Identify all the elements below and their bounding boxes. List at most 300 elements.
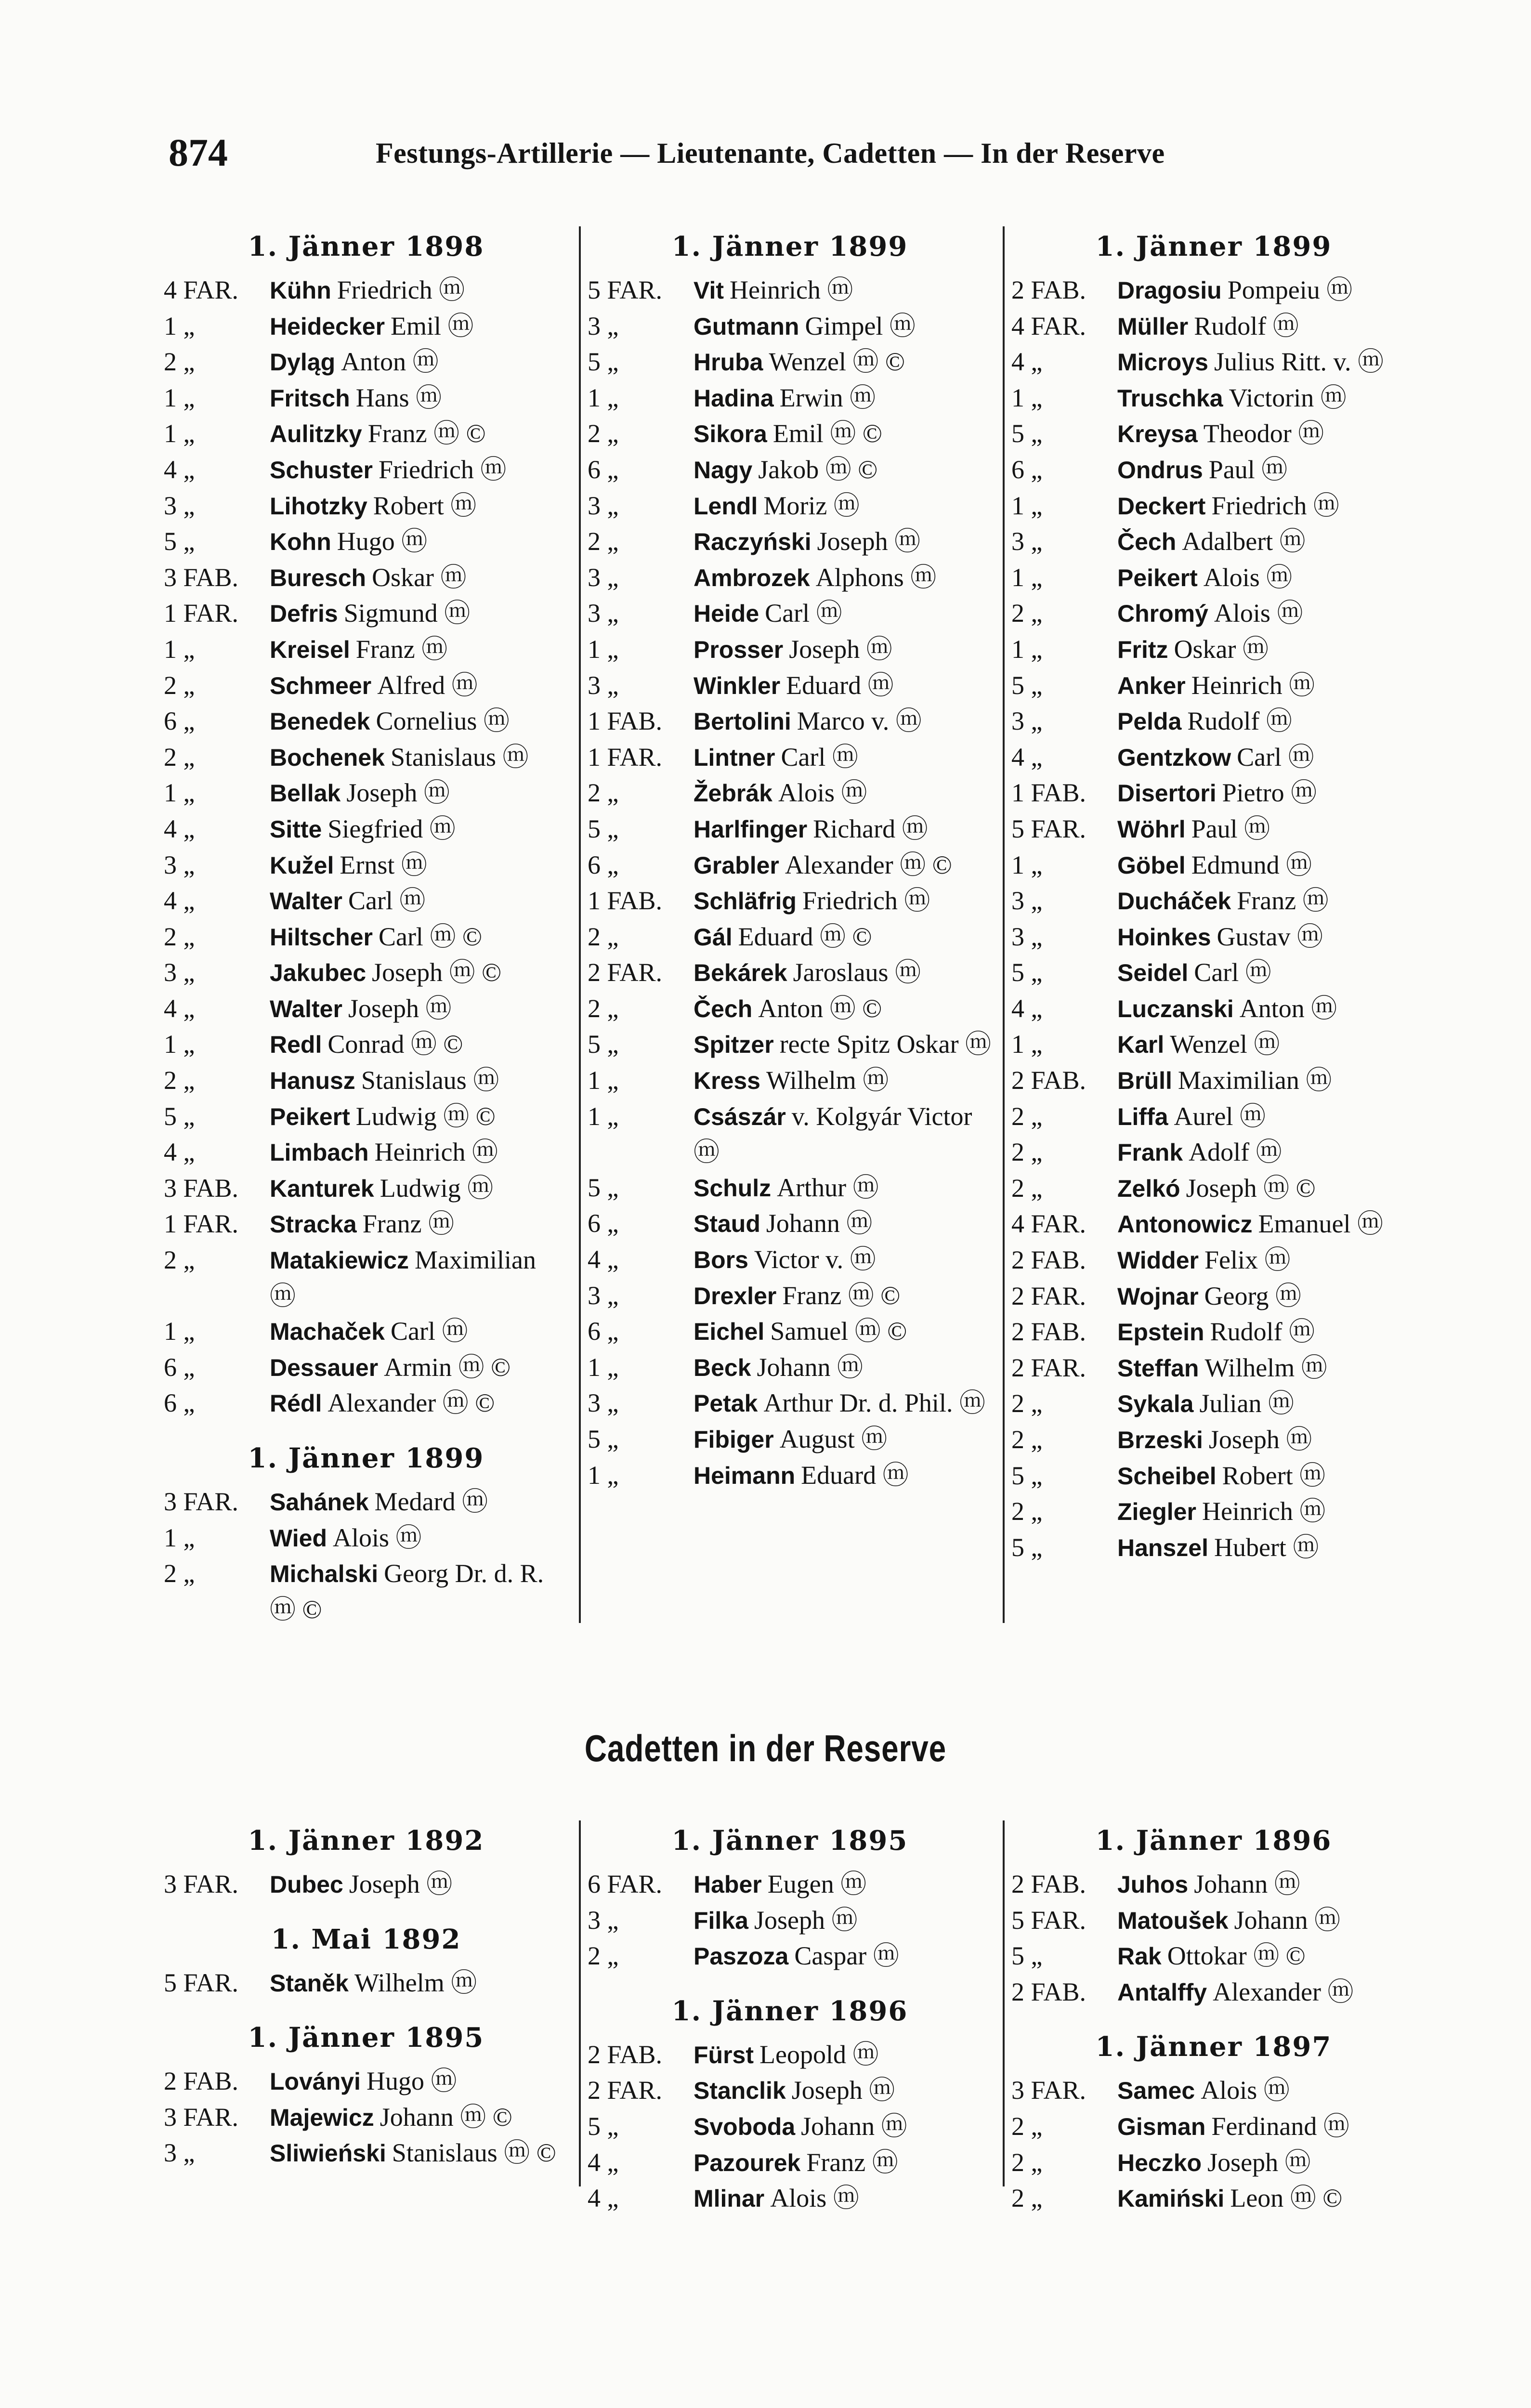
- person-name: [270, 1520, 568, 1557]
- regiment-number: 4 FAR.: [164, 275, 239, 304]
- person-name: [694, 848, 992, 884]
- regiment-number: 5 „: [1011, 1941, 1043, 1971]
- person-name: [694, 344, 992, 380]
- given-name: Emil ⓜ: [391, 311, 474, 340]
- person-name: [694, 380, 992, 417]
- surname: Luczanski: [1117, 995, 1234, 1022]
- surname: Kühn: [270, 277, 331, 304]
- given-name: Ferdinand ⓜ: [1211, 2111, 1349, 2141]
- date-heading: 1. Jänner 1896: [1095, 1825, 1332, 1857]
- surname: Lendl: [694, 492, 758, 520]
- given-name: Carl ⓜ: [781, 742, 858, 772]
- given-name: Alexander ⓜ: [1213, 1977, 1354, 2006]
- surname: Kužel: [270, 851, 334, 879]
- person-name: [1117, 1027, 1416, 1063]
- roster-entry: [588, 2145, 992, 2181]
- given-name: Heinrich ⓜ: [730, 275, 853, 304]
- regiment-number: 2 „: [164, 1066, 195, 1095]
- given-name: Conrad ⓜ ©: [327, 1030, 463, 1059]
- regiment-number: 2 „: [164, 1245, 195, 1275]
- regiment-number: 1 „: [164, 634, 195, 664]
- given-name: Joseph ⓜ: [1207, 2147, 1311, 2177]
- regiment-number: 5 „: [588, 1425, 619, 1453]
- roster-entry: [1011, 1206, 1416, 1243]
- roster-entry: [164, 1099, 568, 1135]
- regiment-number: 2 „: [1011, 1389, 1043, 1418]
- regiment-number: 4 FAR.: [1011, 1209, 1086, 1239]
- regiment-number: 1 FAR.: [588, 742, 663, 772]
- person-name: [270, 811, 568, 848]
- regiment-number: 2 „: [164, 1559, 195, 1588]
- regiment-number: 2 „: [588, 419, 619, 448]
- roster-entry: [164, 1386, 568, 1422]
- roster-entry: [164, 2064, 568, 2100]
- column-divider: [579, 226, 581, 1623]
- person-name: [270, 1171, 568, 1207]
- given-name: Pompeiu ⓜ: [1227, 275, 1353, 304]
- roster-entry: [1011, 775, 1416, 811]
- given-name: Julius Ritt. v. ⓜ: [1214, 347, 1384, 377]
- regiment-number: 1 „: [1011, 634, 1043, 664]
- person-name: [270, 1135, 568, 1171]
- regiment-number: 3 „: [1011, 886, 1043, 916]
- person-name: [1117, 380, 1416, 417]
- surname: Majewicz: [270, 2104, 374, 2131]
- surname: Heidecker: [270, 313, 385, 340]
- roster-entry: [588, 848, 992, 884]
- given-name: Johann ⓜ: [1194, 1870, 1300, 1898]
- given-name: Paul ⓜ: [1191, 814, 1270, 843]
- roster-entry: [1011, 1494, 1416, 1530]
- roster-entry: [164, 1520, 568, 1557]
- person-name: [694, 1314, 992, 1350]
- given-name: Gustav ⓜ: [1217, 922, 1323, 951]
- surname: Fürst: [694, 2041, 754, 2068]
- surname: Kanturek: [270, 1175, 374, 1202]
- person-name: [694, 1027, 992, 1063]
- roster-entry: [588, 740, 992, 776]
- surname: Wojnar: [1117, 1283, 1199, 1310]
- person-name: [270, 416, 568, 452]
- surname: Wied: [270, 1524, 327, 1552]
- surname: Redl: [270, 1031, 322, 1059]
- roster-entry: [164, 919, 568, 955]
- roster-entry: [164, 883, 568, 919]
- given-name: Erwin ⓜ: [779, 383, 876, 412]
- person-name: [1117, 668, 1416, 704]
- person-name: [694, 488, 992, 524]
- given-name: Friedrich ⓜ: [378, 455, 507, 484]
- person-name: [694, 560, 992, 596]
- surname: Fibiger: [694, 1426, 774, 1453]
- person-name: [1117, 919, 1416, 955]
- roster-entry: [1011, 416, 1416, 452]
- given-name: Joseph ⓜ ©: [372, 958, 502, 987]
- person-name: [1117, 1206, 1416, 1243]
- surname: Čech: [1117, 528, 1177, 556]
- regiment-number: 2 „: [1011, 1497, 1043, 1526]
- regiment-number: 4 „: [164, 1138, 195, 1167]
- roster-entry: [1011, 273, 1416, 309]
- column-2: [588, 1820, 992, 2217]
- surname: Schuster: [270, 456, 373, 484]
- given-name: Emil ⓜ ©: [772, 419, 882, 448]
- regiment-number: 4 FAR.: [1011, 311, 1086, 340]
- surname: Haber: [694, 1871, 762, 1898]
- regiment-number: 3 „: [164, 958, 195, 987]
- regiment-number: 5 „: [1011, 670, 1043, 700]
- person-name: [694, 1903, 992, 1939]
- regiment-number: 2 „: [1011, 2111, 1043, 2141]
- regiment-number: 2 FAB.: [1011, 275, 1086, 304]
- regiment-number: 3 „: [588, 599, 619, 628]
- regiment-number: 1 „: [164, 419, 195, 448]
- given-name: Maximilian ⓜ: [270, 1245, 536, 1310]
- cadets-section: [164, 1820, 1387, 2264]
- surname: Matakiewicz: [270, 1247, 409, 1274]
- surname: Sikora: [694, 420, 767, 448]
- surname: Gentzkow: [1117, 744, 1231, 771]
- roster-entry: [164, 596, 568, 632]
- roster-entry: [164, 775, 568, 811]
- roster-entry: [1011, 883, 1416, 919]
- regiment-number: 3 „: [588, 670, 619, 700]
- surname: Lintner: [694, 744, 775, 771]
- given-name: Hubert ⓜ: [1214, 1532, 1319, 1562]
- roster-entry: [588, 2181, 992, 2217]
- given-name: Victor v. ⓜ: [754, 1245, 876, 1274]
- person-name: [270, 1206, 568, 1243]
- given-name: Joseph ⓜ: [346, 778, 450, 808]
- person-name: [270, 955, 568, 991]
- roster-entry: [588, 632, 992, 668]
- roster-entry: [1011, 632, 1416, 668]
- given-name: Marco v. ⓜ: [797, 707, 922, 736]
- surname: Bertolini: [694, 708, 791, 735]
- roster-entry: [588, 1099, 992, 1170]
- surname: Eichel: [694, 1318, 765, 1346]
- person-name: [694, 632, 992, 668]
- surname: Kreisel: [270, 636, 350, 663]
- given-name: Heinrich ⓜ: [1202, 1497, 1326, 1526]
- person-name: [694, 955, 992, 991]
- regiment-number: 1 „: [164, 383, 195, 412]
- given-name: Moriz ⓜ: [763, 491, 860, 520]
- person-name: [270, 1484, 568, 1520]
- surname: Brzeski: [1117, 1426, 1203, 1453]
- roster-entry: [588, 452, 992, 488]
- person-name: [1117, 848, 1416, 884]
- surname: Pelda: [1117, 708, 1182, 735]
- roster-entry: [1011, 848, 1416, 884]
- given-name: Carl ⓜ: [391, 1317, 468, 1346]
- surname: Pazourek: [694, 2149, 801, 2176]
- person-name: [1117, 452, 1416, 488]
- column-1: [164, 1820, 568, 2172]
- roster-entry: [1011, 560, 1416, 596]
- surname: Čech: [694, 995, 753, 1022]
- given-name: v. Kolgyár Victor ⓜ: [694, 1101, 972, 1167]
- surname: Drexler: [694, 1282, 777, 1309]
- roster-entry: [588, 2109, 992, 2145]
- regiment-number: 2 FAB.: [164, 2067, 239, 2096]
- given-name: Stanislaus ⓜ: [361, 1066, 499, 1095]
- surname: Petak: [694, 1390, 758, 1417]
- person-name: [270, 273, 568, 309]
- person-name: [694, 1422, 992, 1458]
- person-name: [694, 919, 992, 955]
- person-name: [694, 452, 992, 488]
- regiment-number: 1 FAB.: [1011, 778, 1086, 808]
- roster-entry: [164, 524, 568, 560]
- roster-entry: [164, 1063, 568, 1099]
- column-3: [1011, 226, 1416, 1566]
- surname: Staněk: [270, 1969, 349, 1997]
- person-name: [270, 848, 568, 884]
- regiment-number: 2 FAB.: [1011, 1066, 1086, 1095]
- given-name: Eduard ⓜ: [786, 670, 894, 700]
- given-name: Carl ⓜ: [1237, 742, 1314, 772]
- given-name: Ernst ⓜ: [340, 850, 427, 879]
- person-name: [694, 524, 992, 560]
- surname: Harlfinger: [694, 815, 808, 843]
- roster-entry: [588, 416, 992, 452]
- roster-entry: [164, 273, 568, 309]
- roster-entry: [1011, 1171, 1416, 1207]
- roster-entry: [164, 452, 568, 488]
- surname: Brüll: [1117, 1067, 1172, 1095]
- person-name: [1117, 273, 1416, 309]
- roster-entry: [588, 344, 992, 380]
- regiment-number: 3 „: [1011, 527, 1043, 556]
- roster-entry: [1011, 1135, 1416, 1171]
- given-name: Johann ⓜ: [757, 1352, 864, 1382]
- regiment-number: 2 „: [1011, 1101, 1043, 1131]
- regiment-number: 2 „: [1011, 2147, 1043, 2177]
- roster-entry: [1011, 309, 1416, 345]
- given-name: Robert ⓜ: [373, 491, 477, 520]
- given-name: Joseph ⓜ: [348, 994, 452, 1023]
- given-name: Eduard ⓜ ©: [738, 922, 872, 951]
- person-name: [1117, 1938, 1416, 1975]
- surname: Hanusz: [270, 1067, 355, 1095]
- roster-entry: [1011, 1530, 1416, 1566]
- given-name: Carl ⓜ: [1194, 958, 1271, 987]
- date-heading: 1. Jänner 1895: [671, 1825, 908, 1857]
- person-name: [1117, 524, 1416, 560]
- surname: Karl: [1117, 1031, 1165, 1059]
- given-name: Sigmund ⓜ: [343, 599, 471, 628]
- person-name: [270, 1314, 568, 1350]
- roster-entry: [588, 1027, 992, 1063]
- surname: Kamiński: [1117, 2185, 1225, 2212]
- regiment-number: 2 „: [1011, 1138, 1043, 1167]
- given-name: Franz ⓜ: [355, 634, 448, 664]
- surname: Seidel: [1117, 959, 1189, 987]
- person-name: [694, 1867, 992, 1903]
- regiment-number: 4 „: [588, 2147, 619, 2177]
- regiment-number: 6 „: [164, 1388, 195, 1418]
- person-name: [270, 1350, 568, 1386]
- given-name: Hugo ⓜ: [366, 2067, 457, 2096]
- person-name: [270, 1867, 568, 1903]
- given-name: Hans ⓜ: [355, 383, 442, 412]
- roster-entry: [588, 1242, 992, 1278]
- surname: Steffan: [1117, 1354, 1199, 1382]
- given-name: Eduard ⓜ: [801, 1460, 909, 1490]
- surname: Antonowicz: [1117, 1211, 1253, 1238]
- roster-entry: [1011, 488, 1416, 524]
- given-name: Emanuel ⓜ: [1258, 1209, 1383, 1239]
- given-name: Alois ⓜ: [1214, 599, 1303, 628]
- regiment-number: 3 FAR.: [164, 1870, 239, 1898]
- person-name: [694, 2109, 992, 2145]
- surname: Ziegler: [1117, 1498, 1196, 1526]
- column-divider: [1003, 226, 1005, 1623]
- given-name: Wenzel ⓜ ©: [769, 347, 905, 377]
- roster-entry: [588, 309, 992, 345]
- person-name: [694, 596, 992, 632]
- roster-entry: [1011, 1386, 1416, 1422]
- roster-entry: [1011, 668, 1416, 704]
- date-heading: 1. Jänner 1899: [248, 1442, 484, 1474]
- surname: Paszoza: [694, 1943, 789, 1970]
- roster-entry: [164, 955, 568, 991]
- given-name: Joseph ⓜ: [1208, 1425, 1312, 1454]
- surname: Žebrák: [694, 780, 772, 807]
- surname: Michalski: [270, 1560, 379, 1588]
- given-name: Alois ⓜ: [333, 1523, 422, 1552]
- given-name: Rudolf ⓜ: [1187, 707, 1292, 736]
- roster-entry: [588, 919, 992, 955]
- regiment-number: 6 FAR.: [588, 1870, 663, 1898]
- given-name: Anton ⓜ: [1239, 994, 1337, 1023]
- given-name: Edmund ⓜ: [1191, 850, 1312, 879]
- surname: Winkler: [694, 672, 781, 699]
- roster-entry: [588, 1867, 992, 1903]
- regiment-number: 5 FAR.: [1011, 814, 1086, 843]
- given-name: Arthur ⓜ: [777, 1173, 879, 1202]
- regiment-number: 3 „: [164, 850, 195, 879]
- roster-entry: [1011, 811, 1416, 848]
- surname: Sykala: [1117, 1390, 1194, 1418]
- surname: Antalffy: [1117, 1978, 1207, 2006]
- surname: Microys: [1117, 349, 1208, 376]
- surname: Zelkó: [1117, 1175, 1180, 1202]
- surname: Benedek: [270, 708, 370, 735]
- person-name: [1117, 1458, 1416, 1494]
- person-name: [694, 991, 992, 1027]
- date-heading: 1. Mai 1892: [271, 1923, 461, 1955]
- regiment-number: 2 „: [588, 527, 619, 556]
- regiment-number: 1 „: [164, 311, 195, 340]
- regiment-number: 2 „: [164, 922, 195, 951]
- roster-entry: [164, 1867, 568, 1903]
- roster-entry: [164, 991, 568, 1027]
- surname: Aulitzky: [270, 420, 362, 448]
- roster-entry: [588, 596, 992, 632]
- roster-entry: [588, 1386, 992, 1422]
- regiment-number: 1 „: [588, 1460, 619, 1490]
- given-name: Arthur Dr. d. Phil. ⓜ: [763, 1388, 985, 1418]
- surname: Staud: [694, 1210, 760, 1238]
- roster-entry: [588, 524, 992, 560]
- roster-entry: [164, 1206, 568, 1243]
- surname: Walter: [270, 888, 342, 915]
- regiment-number: 1 „: [588, 383, 619, 412]
- regiment-number: 3 „: [588, 1388, 619, 1418]
- roster-entry: [1011, 1938, 1416, 1975]
- roster-entry: [1011, 2109, 1416, 2145]
- regiment-number: 1 „: [164, 1317, 195, 1346]
- roster-entry: [164, 1484, 568, 1520]
- page-header: [0, 130, 1531, 183]
- regiment-number: 1 „: [588, 1101, 619, 1131]
- regiment-number: 5 „: [588, 1173, 619, 1202]
- person-name: [1117, 883, 1416, 919]
- person-name: [1117, 1279, 1416, 1315]
- roster-entry: [164, 848, 568, 884]
- regiment-number: 2 „: [1011, 1425, 1043, 1454]
- surname: Kohn: [270, 528, 331, 556]
- regiment-number: 1 FAR.: [164, 599, 239, 628]
- given-name: Heinrich ⓜ: [374, 1138, 498, 1167]
- regiment-number: 3 FAB.: [164, 1173, 239, 1203]
- person-name: [270, 1099, 568, 1135]
- surname: Bochenek: [270, 744, 385, 771]
- surname: Bellak: [270, 780, 341, 807]
- regiment-number: 2 „: [164, 347, 195, 377]
- person-name: [1117, 991, 1416, 1027]
- roster-entry: [588, 1903, 992, 1939]
- date-heading: 1. Jänner 1892: [248, 1825, 484, 1857]
- surname: Hoinkes: [1117, 923, 1211, 951]
- given-name: Alois ⓜ: [778, 778, 867, 808]
- given-name: Aurel ⓜ: [1174, 1101, 1266, 1131]
- roster-entry: [164, 309, 568, 345]
- surname: Heide: [694, 600, 759, 628]
- regiment-number: 2 FAB.: [1011, 1977, 1086, 2006]
- surname: Wöhrl: [1117, 815, 1186, 843]
- surname: Ducháček: [1117, 888, 1231, 915]
- roster-entry: [164, 704, 568, 740]
- given-name: Maximilian ⓜ: [1178, 1066, 1332, 1095]
- surname: Disertori: [1117, 780, 1217, 807]
- person-name: [1117, 1099, 1416, 1135]
- regiment-number: 3 „: [588, 1281, 619, 1310]
- date-heading: 1. Jänner 1897: [1095, 2031, 1332, 2063]
- given-name: Joseph ⓜ: [817, 527, 921, 556]
- surname: Sliwieński: [270, 2140, 386, 2167]
- roster-entry: [164, 1243, 568, 1314]
- column-divider: [1003, 1820, 1005, 2186]
- surname: Samec: [1117, 2077, 1195, 2105]
- surname: Mlinar: [694, 2185, 765, 2212]
- given-name: Wilhelm ⓜ: [354, 1968, 477, 1997]
- surname: Peikert: [270, 1103, 350, 1130]
- surname: Machaček: [270, 1318, 385, 1346]
- given-name: Alois ⓜ: [1203, 563, 1293, 592]
- roster-entry: [1011, 1243, 1416, 1279]
- person-name: [1117, 2073, 1416, 2109]
- regiment-number: 4 „: [164, 814, 195, 843]
- regiment-number: 6 „: [164, 707, 195, 736]
- regiment-number: 3 „: [164, 491, 195, 520]
- regiment-number: 2 FAR.: [588, 958, 663, 987]
- regiment-number: 1 „: [588, 634, 619, 664]
- person-name: [1117, 2181, 1416, 2217]
- roster-entry: [588, 1278, 992, 1314]
